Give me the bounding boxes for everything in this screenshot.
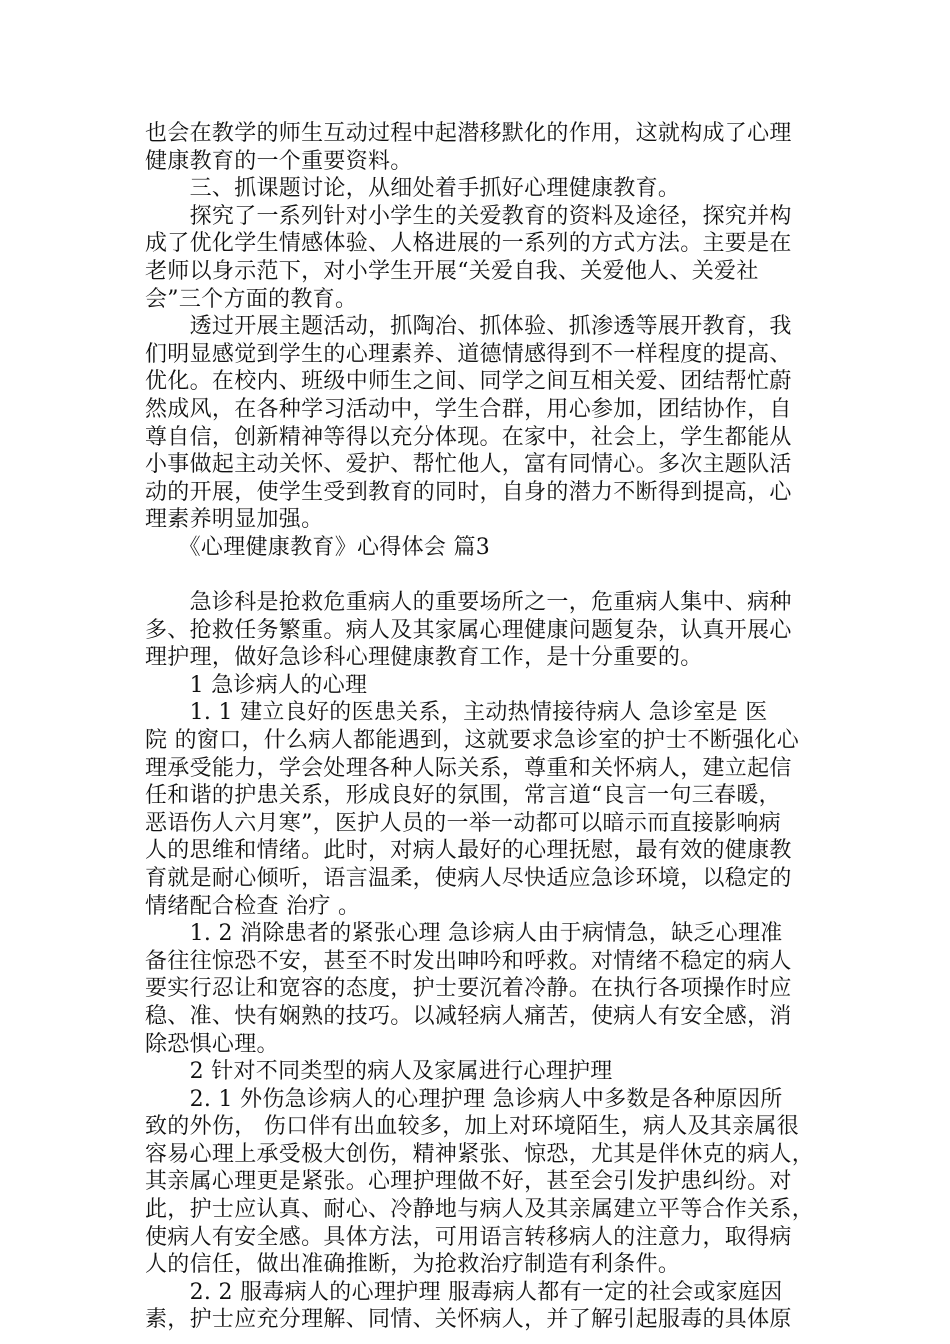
text-line: 1 急诊病人的心理: [145, 672, 368, 698]
text-line: 健康教育的一个重要资料。: [145, 148, 413, 174]
text-line: 致的外伤， 伤口伴有出血较多，加上对环境陌生，病人及其亲属很: [145, 1114, 799, 1140]
text-line: 理护理，做好急诊科心理健康教育工作，是十分重要的。: [145, 645, 703, 671]
text-line: 成了优化学生情感体验、人格进展的一系列的方式方法。主要是在: [145, 231, 792, 257]
text-line: 2 针对不同类型的病人及家属进行心理护理: [145, 1059, 613, 1085]
text-line: 优化。在校内、班级中师生之间、同学之间互相关爱、团结帮忙蔚: [145, 369, 792, 395]
text-line: 稳、准、快有娴熟的技巧。以减轻病人痛苦，使病人有安全感，消: [145, 1003, 792, 1029]
text-line: 理素养明显加强。: [145, 507, 324, 533]
text-line: 使病人有安全感。具体方法，可用语言转移病人的注意力，取得病: [145, 1224, 792, 1250]
text-line: 院 的窗口，什么病人都能遇到，这就要求急诊室的护士不断强化心: [145, 728, 799, 753]
text-line: 2. 2 服毒病人的心理护理 服毒病人都有一定的社会或家庭因: [145, 1279, 783, 1305]
text-line: 1. 2 消除患者的紧张心理 急诊病人由于病情急，缺乏心理准: [145, 921, 783, 947]
text-line: 此，护士应认真、耐心、冷静地与病人及其亲属建立平等合作关系，: [145, 1197, 815, 1223]
text-line: 老师以身示范下，对小学生开展“关爱自我、关爱他人、关爱社: [145, 258, 759, 284]
text-line: 然成风，在各种学习活动中，学生合群，用心参加，团结协作，自: [145, 396, 792, 422]
text-line: 尊自信，创新精神等得以充分体现。在家中，社会上，学生都能从: [145, 424, 792, 450]
text-line: 透过开展主题活动，抓陶冶、抓体验、抓渗透等展开教育，我: [145, 314, 792, 340]
text-line: 恶语伤人六月寒”，医护人员的一举一动都可以暗示而直接影响病: [145, 810, 781, 836]
text-line: 素，护士应充分理解、同情、关怀病人，并了解引起服毒的具体原: [145, 1307, 792, 1333]
text-line: 情绪配合检查 治疗 。: [145, 893, 361, 919]
text-line: 探究了一系列针对小学生的关爱教育的资料及途径，探究并构: [145, 203, 792, 229]
text-line: 任和谐的护患关系，形成良好的氛围，常言道“良言一句三春暖，: [145, 783, 781, 809]
text-line: 动的开展，使学生受到教育的同时，自身的潜力不断得到提高，心: [145, 479, 792, 505]
text-line: 备往往惊恐不安，甚至不时发出呻吟和呼救。对情绪不稳定的病人: [145, 948, 792, 974]
text-line: 们明显感觉到学生的心理素养、道德情感得到不一样程度的提高、: [145, 341, 792, 367]
text-line: 三、抓课题讨论，从细处着手抓好心理健康教育。: [145, 176, 681, 202]
text-line: 其亲属心理更是紧张。心理护理做不好，甚至会引发护患纠纷。对: [145, 1169, 792, 1195]
text-line: 容易心理上承受极大创伤，精神紧张、惊恐，尤其是伴休克的病人，: [145, 1141, 815, 1167]
text-line: 理承受能力，学会处理各种人际关系，尊重和关怀病人，建立起信: [145, 755, 792, 781]
section-heading: 《心理健康教育》心得体会 篇3: [145, 534, 491, 560]
text-line: 要实行忍让和宽容的态度，护士要沉着冷静。在执行各项操作时应: [145, 976, 792, 1002]
text-line: 急诊科是抢救危重病人的重要场所之一，危重病人集中、病种: [145, 590, 792, 616]
text-line: 也会在教学的师生互动过程中起潜移默化的作用，这就构成了心理: [145, 121, 792, 146]
text-line: 除恐惧心理。: [145, 1031, 279, 1057]
text-line: 1. 1 建立良好的医患关系，主动热情接待病人 急诊室是 医: [145, 700, 768, 726]
text-line: 人的思维和情绪。此时，对病人最好的心理抚慰，最有效的健康教: [145, 838, 792, 864]
text-line: 2. 1 外伤急诊病人的心理护理 急诊病人中多数是各种原因所: [145, 1086, 783, 1112]
text-line: 多、抢救任务繁重。病人及其家属心理健康问题复杂，认真开展心: [145, 617, 792, 643]
text-line: 会”三个方面的教育。: [145, 286, 358, 312]
text-line: 小事做起主动关怀、爱护、帮忙他人，富有同情心。多次主题队活: [145, 452, 792, 478]
text-line: 人的信任，做出准确推断，为抢救治疗制造有利条件。: [145, 1252, 681, 1278]
text-line: 育就是耐心倾听，语言温柔，使病人尽快适应急诊环境，以稳定的: [145, 865, 792, 891]
